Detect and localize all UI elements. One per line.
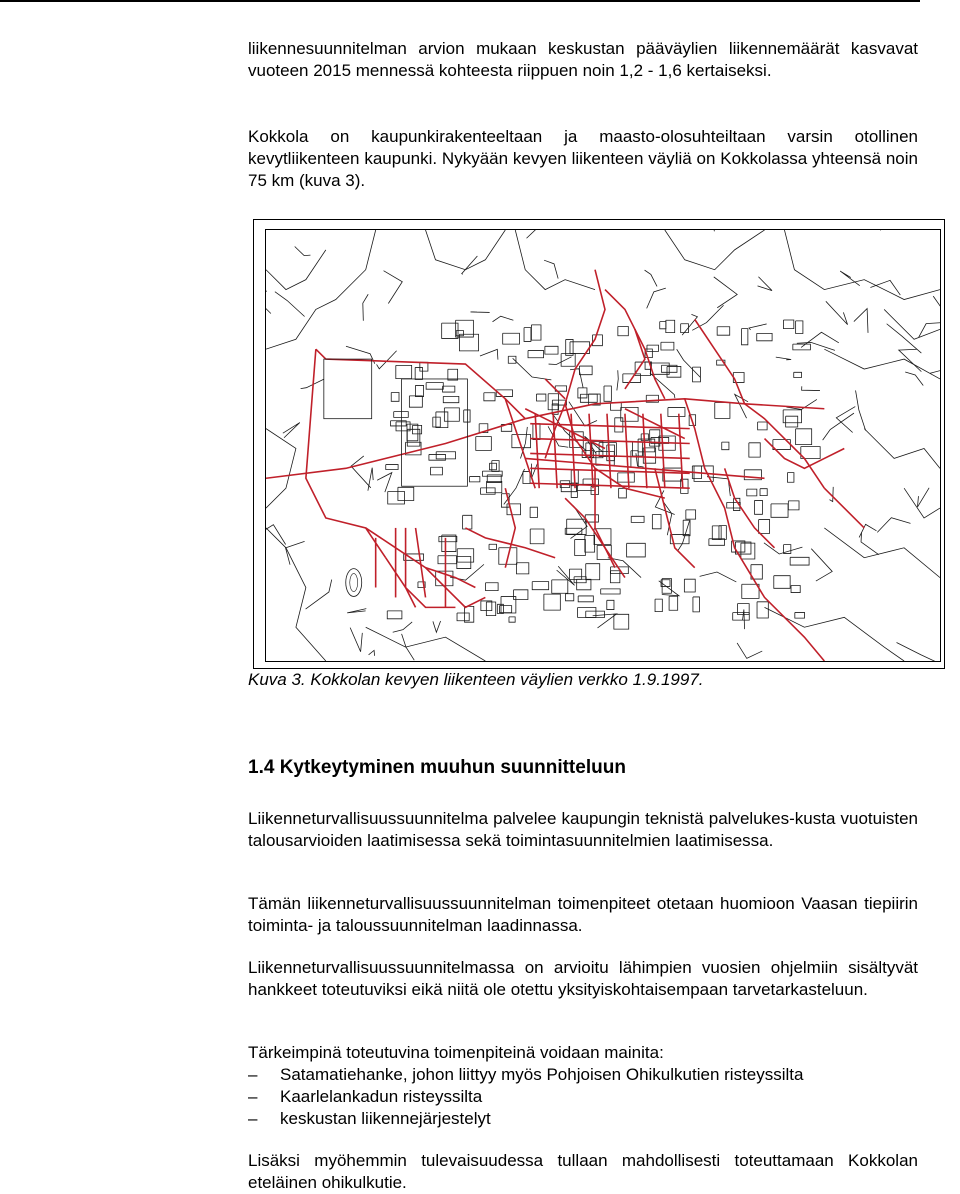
- town-block: [528, 351, 544, 358]
- town-block: [464, 410, 470, 422]
- bike-route: [316, 349, 525, 419]
- town-block: [669, 596, 678, 610]
- town-block: [457, 549, 473, 562]
- property-line: [350, 628, 362, 652]
- town-block: [758, 422, 767, 430]
- property-line: [930, 348, 940, 374]
- bike-route-lines: [266, 270, 864, 661]
- rural-road: [824, 349, 940, 379]
- town-block: [693, 597, 699, 612]
- list-item: [248, 1086, 918, 1108]
- town-block: [532, 582, 548, 590]
- property-line: [402, 634, 415, 660]
- town-block: [604, 386, 611, 401]
- town-block: [489, 544, 496, 549]
- bike-route: [625, 329, 645, 389]
- list-item-text: keskustan liikennejärjestelyt: [280, 1109, 491, 1128]
- property-line: [645, 270, 657, 286]
- section-heading: 1.4 Kytkeytyminen muuhun suunnitteluun: [248, 756, 918, 780]
- paragraph-list-intro: Tärkeimpinä toteutuvina toimenpiteinä voidaan mainita:: [248, 1042, 918, 1064]
- town-block: [586, 611, 605, 617]
- town-block: [666, 320, 675, 332]
- town-block: [577, 579, 591, 590]
- town-block: [717, 327, 730, 335]
- town-block: [415, 385, 423, 396]
- town-block: [508, 356, 516, 363]
- town-block: [431, 467, 443, 475]
- town-block: [448, 369, 458, 380]
- town-block: [386, 465, 398, 470]
- town-block: [420, 362, 428, 371]
- property-line: [836, 407, 855, 433]
- rural-road: [824, 528, 940, 578]
- town-block: [578, 596, 593, 602]
- property-line: [393, 622, 412, 632]
- town-block: [615, 418, 623, 432]
- town-block: [489, 463, 496, 469]
- property-line: [677, 349, 701, 377]
- property-line: [917, 488, 929, 507]
- town-block: [585, 535, 595, 552]
- town-block: [742, 584, 759, 598]
- rural-road: [665, 230, 765, 270]
- town-block: [652, 515, 661, 529]
- rural-road: [784, 230, 940, 300]
- town-block: [681, 324, 689, 333]
- town-block: [610, 402, 621, 410]
- property-line: [617, 370, 618, 390]
- property-line: [433, 621, 441, 632]
- property-line: [856, 390, 866, 430]
- paragraph-section1: Liikenneturvallisuussuunnitelma palvelee kaupungin teknistä palvelukes-kusta vuotuisten talousarvioiden laatimisessa sekä toimintasuunnitelmien laatimisessa.: [248, 808, 918, 852]
- town-block: [566, 594, 574, 601]
- town-block: [579, 366, 592, 375]
- property-line: [919, 322, 940, 337]
- town-block: [575, 540, 586, 556]
- town-block: [633, 442, 643, 456]
- town-block: [503, 333, 520, 344]
- town-block: [574, 577, 586, 583]
- town-block: [481, 488, 496, 494]
- rural-road: [266, 429, 296, 508]
- paragraph-city: Kokkola on kaupunkirakenteeltaan ja maasto-olosuhteiltaan varsin otollinen kevytliikenteen kaupunki. Nykyään kevyen liikenteen väyliä on Kokkolassa yhteensä noin 75 km (kuva 3).: [248, 126, 918, 192]
- bike-route: [386, 558, 416, 608]
- town-block: [516, 563, 528, 574]
- town-block: [627, 543, 646, 557]
- town-block: [757, 602, 768, 618]
- town-block: [796, 321, 803, 334]
- town-block: [601, 589, 620, 594]
- property-line: [713, 230, 716, 231]
- header-rule: [0, 0, 920, 2]
- town-block: [443, 386, 455, 392]
- bike-route: [406, 528, 456, 607]
- town-block: [565, 528, 582, 534]
- property-line: [347, 609, 366, 613]
- town-block: [788, 501, 799, 510]
- town-block: [523, 471, 530, 483]
- town-block: [771, 504, 788, 517]
- center-route-vertical: [625, 414, 629, 488]
- town-block: [394, 412, 409, 418]
- bike-route: [765, 439, 845, 469]
- town-block: [607, 445, 615, 461]
- dash-marker: –: [248, 1086, 257, 1108]
- town-block: [631, 516, 644, 522]
- property-line: [802, 386, 820, 390]
- bike-route: [465, 528, 555, 558]
- bike-route: [685, 399, 825, 661]
- property-line: [899, 349, 922, 371]
- town-block: [760, 489, 767, 496]
- town-block: [596, 452, 614, 466]
- map-figure: [253, 219, 945, 669]
- property-line: [480, 349, 498, 359]
- town-block: [749, 443, 760, 457]
- town-block: [684, 579, 695, 592]
- town-block: [409, 396, 422, 407]
- rural-road: [266, 528, 326, 661]
- center-route-vertical: [679, 414, 683, 488]
- large-open-area: [402, 379, 468, 486]
- property-line: [384, 271, 403, 304]
- dash-marker: –: [248, 1108, 257, 1130]
- town-block: [759, 520, 770, 534]
- town-block: [457, 613, 469, 621]
- town-block: [660, 322, 666, 329]
- property-line: [823, 413, 854, 440]
- town-block: [388, 491, 405, 504]
- rural-road: [266, 230, 376, 349]
- bike-route: [595, 468, 615, 567]
- property-line: [266, 290, 271, 313]
- property-line: [811, 549, 832, 581]
- town-block: [787, 473, 793, 483]
- property-line: [306, 580, 332, 609]
- property-line: [275, 292, 305, 317]
- rural-road: [904, 488, 940, 518]
- town-block: [795, 612, 805, 618]
- bike-route: [306, 349, 386, 558]
- sports-field-oval-inner: [350, 574, 358, 592]
- town-block: [429, 454, 446, 460]
- property-line: [877, 518, 910, 533]
- town-block: [755, 500, 763, 514]
- town-block: [741, 329, 747, 345]
- town-block: [436, 412, 448, 428]
- town-block: [486, 583, 499, 591]
- town-block: [791, 586, 800, 593]
- town-block: [733, 613, 750, 620]
- property-line: [527, 230, 564, 238]
- town-block: [741, 543, 755, 559]
- property-line: [544, 260, 558, 278]
- property-line: [682, 314, 697, 335]
- property-line: [532, 462, 539, 478]
- town-block: [486, 481, 501, 492]
- property-line: [513, 358, 552, 380]
- map-frame: [265, 229, 941, 662]
- paragraph-closing: Lisäksi myöhemmin tulevaisuudessa tullaan mahdollisesti toteuttamaan Kokkolan eteläinen ohikulkutie.: [248, 1150, 918, 1194]
- town-block: [635, 362, 650, 375]
- property-line: [776, 357, 791, 360]
- list-item-text: Kaarlelankadun risteyssilta: [280, 1087, 482, 1106]
- town-block: [426, 383, 443, 390]
- bike-route: [745, 404, 825, 488]
- town-block: [794, 372, 802, 377]
- property-line: [749, 324, 767, 330]
- west-open-area: [324, 359, 372, 419]
- city-bike-network-map: [266, 230, 940, 661]
- property-line: [369, 650, 375, 655]
- property-line: [905, 372, 923, 386]
- town-block: [398, 487, 414, 500]
- property-line: [897, 643, 938, 661]
- property-line: [363, 294, 368, 321]
- property-line: [854, 309, 868, 333]
- bike-route: [426, 568, 486, 608]
- property-line: [377, 473, 392, 493]
- property-line: [737, 643, 762, 658]
- town-block: [391, 392, 399, 401]
- town-block: [443, 396, 459, 402]
- paragraph-section2: Tämän liikenneturvallisuussuunnitelman toimenpiteet otetaan huomioon Vaasan tiepiirin toiminta- ja taloussuunnitelman laadinnassa.: [248, 893, 918, 937]
- property-line: [549, 357, 572, 365]
- property-line: [295, 246, 311, 255]
- town-block: [747, 489, 757, 496]
- property-line: [493, 316, 514, 322]
- paragraph-section3: Liikenneturvallisuussuunnitelmassa on arvioitu lähimpien vuosien ohjelmiin sisältyvät hankkeet toteutuviksi eikä niitä ole otettu yksityiskohtaisempaan tarvetarkasteluun.: [248, 957, 918, 1001]
- property-line: [504, 469, 525, 504]
- town-block: [586, 564, 600, 580]
- town-block: [530, 529, 544, 544]
- town-block: [552, 580, 568, 593]
- town-block: [712, 526, 721, 540]
- town-block: [757, 333, 772, 340]
- town-block: [415, 367, 422, 379]
- town-block: [715, 402, 730, 418]
- list-item-text: Satamatiehanke, johon liittyy myös Pohjoisen Ohikulkutien risteyssilta: [280, 1065, 803, 1084]
- property-line: [283, 423, 300, 438]
- rural-road: [426, 230, 506, 270]
- town-block: [693, 367, 701, 382]
- property-line: [266, 525, 286, 545]
- bike-route: [625, 409, 685, 439]
- town-block: [531, 325, 541, 340]
- property-line: [826, 301, 848, 324]
- town-block: [610, 571, 619, 583]
- town-block: [387, 611, 402, 619]
- town-block: [661, 342, 674, 350]
- town-block: [647, 345, 659, 351]
- town-block: [774, 576, 790, 589]
- property-line: [351, 456, 371, 488]
- rural-road: [864, 429, 940, 469]
- town-block: [796, 429, 812, 445]
- bike-route: [695, 319, 745, 403]
- property-line: [647, 288, 666, 308]
- town-block: [509, 617, 515, 622]
- street-lines: [266, 230, 940, 661]
- town-block: [545, 346, 558, 354]
- center-route-vertical: [535, 414, 539, 488]
- town-block: [719, 526, 726, 540]
- town-block: [567, 519, 586, 534]
- town-block: [486, 602, 495, 616]
- town-block: [433, 417, 440, 427]
- town-block: [786, 416, 798, 427]
- town-block: [444, 408, 459, 421]
- town-block: [722, 442, 729, 450]
- list-item: [248, 1108, 918, 1130]
- town-block: [536, 394, 545, 401]
- town-block: [790, 557, 809, 565]
- property-line: [861, 532, 879, 554]
- town-block: [457, 557, 471, 569]
- town-block: [783, 320, 793, 329]
- property-line: [933, 296, 940, 310]
- town-block: [618, 327, 628, 336]
- list-item: [248, 1064, 918, 1086]
- rural-road: [266, 250, 326, 290]
- town-block: [544, 594, 560, 610]
- town-block: [655, 599, 662, 612]
- town-block: [438, 556, 457, 564]
- town-block: [614, 614, 629, 629]
- town-block: [476, 437, 492, 451]
- measures-list: [248, 1064, 918, 1130]
- bike-route: [824, 488, 864, 528]
- paragraph-intro: liikennesuunnitelman arvion mukaan keskustan pääväylien liikennemäärät kasvavat vuoteen 2015 mennessä kohteesta riippuen noin 1,2 - 1,6 kertaiseksi.: [248, 38, 918, 82]
- property-line: [570, 506, 587, 539]
- dash-marker: –: [248, 1064, 257, 1086]
- property-line: [870, 280, 900, 295]
- town-block: [548, 394, 558, 410]
- town-block: [578, 388, 587, 398]
- town-block: [396, 365, 412, 378]
- sports-field-oval: [346, 569, 362, 597]
- rural-road: [765, 607, 905, 661]
- property-line: [700, 572, 737, 582]
- figure-caption: Kuva 3. Kokkolan kevyen liikenteen väylien verkko 1.9.1997.: [248, 669, 848, 691]
- town-block: [618, 473, 635, 482]
- town-block: [442, 535, 456, 551]
- town-block: [569, 569, 581, 579]
- town-block: [607, 600, 614, 609]
- town-block: [619, 488, 627, 498]
- property-line: [758, 277, 772, 291]
- town-block: [530, 507, 537, 517]
- property-line: [714, 277, 737, 308]
- town-block: [463, 515, 472, 529]
- town-block: [484, 393, 495, 401]
- town-block: [524, 328, 531, 342]
- town-block: [668, 408, 685, 417]
- town-block: [638, 439, 655, 452]
- property-line: [377, 351, 397, 369]
- town-block: [469, 477, 479, 482]
- town-block: [686, 510, 696, 519]
- rural-road: [884, 309, 940, 339]
- rural-road: [515, 230, 595, 290]
- rural-road: [366, 627, 486, 661]
